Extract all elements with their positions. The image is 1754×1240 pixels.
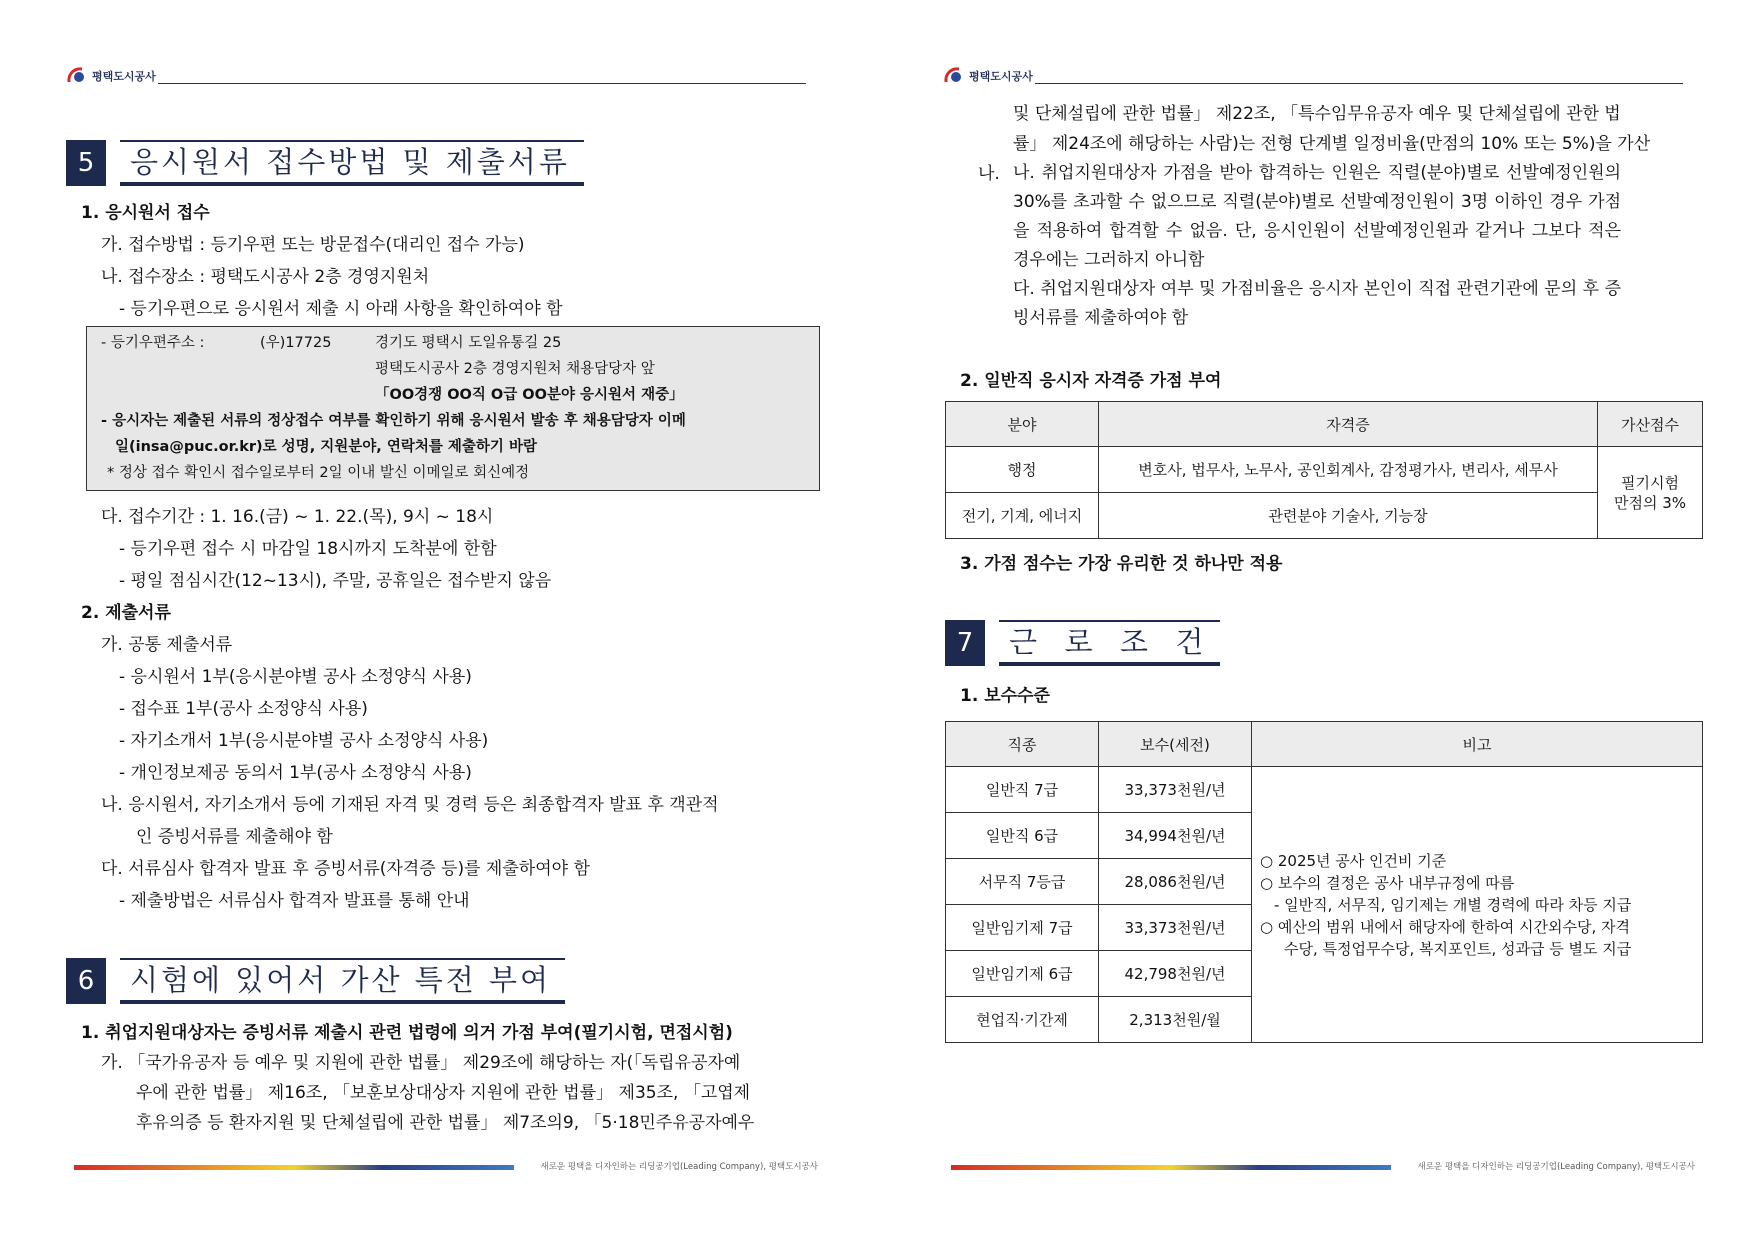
- footer-slogan: 새로운 평택을 디자인하는 리딩공기업(Leading Company), 평택도시공사: [540, 1162, 818, 1172]
- pay-table: [945, 721, 1703, 1043]
- table-header-row: [946, 402, 1703, 447]
- item-6-3: 3. 가점 점수는 가장 유리한 것 하나만 적용: [960, 554, 1283, 574]
- doc-item: - 자기소개서 1부(응시분야별 공사 소정양식 사용): [119, 731, 489, 751]
- reply-note: * 정상 접수 확인시 접수일로부터 2일 이내 발신 이메일로 회신예정: [107, 465, 530, 481]
- col-header: 보수(세전): [1099, 722, 1252, 767]
- section-title: 응시원서 접수방법 및 제출서류: [120, 140, 584, 186]
- item-6-1b: 나. 취업지원대상자 가점을 받아 합격하는 인원은 직렬(분야)별로 선발예정인원의 30%를 초과할 수 없으므로 직렬(분야)별로 선발예정인원이 3명 이하인 경우 가점을 적용하여 합격할 수 없음. 단, 응시인원이 선발예정인원과 같거나 그보다 적은 경우에는 그러하지 아니함: [1013, 163, 1621, 270]
- section-5-heading: [66, 140, 646, 186]
- footer-slogan: 새로운 평택을 디자인하는 리딩공기업(Leading Company), 평택도시공사: [1417, 1162, 1695, 1172]
- bonus-cell: [1598, 447, 1703, 539]
- item-2b-line2: 인 증빙서류를 제출해야 함: [136, 827, 333, 847]
- col-header: 분야: [946, 402, 1099, 447]
- item-1b-sub: - 등기우편으로 응시원서 제출 시 아래 사항을 확인하여야 함: [119, 299, 563, 319]
- table-cell: 일반직 6급: [946, 813, 1099, 859]
- org-name: 평택도시공사: [969, 70, 1033, 83]
- item-1a: 가. 접수방법 : 등기우편 또는 방문접수(대리인 접수 가능): [101, 235, 525, 255]
- item-2b-line1: 나. 응시원서, 자기소개서 등에 기재된 자격 및 경력 등은 최종합격자 발표 후 객관적: [101, 795, 719, 815]
- page-footer: [74, 1160, 818, 1174]
- doc-item: - 접수표 1부(공사 소정양식 사용): [119, 699, 368, 719]
- section-title: 시험에 있어서 가산 특전 부여: [120, 958, 565, 1004]
- table-cell: 일반임기제 6급: [946, 951, 1099, 997]
- item-6-1b-marker: 나.: [978, 164, 1000, 184]
- col-header: 가산점수: [1598, 402, 1703, 447]
- doc-item: - 응시원서 1부(응시분야별 공사 소정양식 사용): [119, 667, 472, 687]
- item-1b: 나. 접수장소 : 평택도시공사 2층 경영지원처: [101, 267, 430, 287]
- item-2c-sub: - 제출방법은 서류심사 합격자 발표를 통해 안내: [119, 891, 470, 911]
- puc-logo-icon: [66, 66, 88, 84]
- mail-envelope-label: 「OO경쟁 OO직 O급 OO분야 응시원서 재중」: [375, 387, 684, 403]
- table-cell: 변호사, 법무사, 노무사, 공인회계사, 감정평가사, 변리사, 세무사: [1099, 447, 1598, 493]
- table-cell: 일반임기제 7급: [946, 905, 1099, 951]
- section-7-heading: [945, 620, 1365, 666]
- table-cell: 33,373천원/년: [1099, 767, 1252, 813]
- pay-note: ○ 예산의 범위 내에서 해당자에 한하여 시간외수당, 자격: [1260, 917, 1631, 936]
- item-1c-sub1: - 등기우편 접수 시 마감일 18시까지 도착분에 한함: [119, 539, 497, 559]
- section-number: 7: [945, 620, 985, 666]
- mail-address-label: - 등기우편주소 :: [101, 335, 205, 351]
- email-instruction-line2: 일(insa@puc.or.kr)로 성명, 지원분야, 연락처를 제출하기 바람: [115, 439, 537, 455]
- table-cell: 33,373천원/년: [1099, 905, 1252, 951]
- table-row: [946, 493, 1703, 539]
- table-cell: 관련분야 기술사, 기능장: [1099, 493, 1598, 539]
- table-cell: 현업직·기간제: [946, 997, 1099, 1043]
- table-cell: 28,086천원/년: [1099, 859, 1252, 905]
- item-2-heading: 2. 제출서류: [81, 603, 171, 623]
- header-rule: [1035, 83, 1683, 84]
- footer-color-bar: [74, 1165, 514, 1170]
- right-page: [877, 0, 1754, 1240]
- mail-address: 경기도 평택시 도일유통길 25: [375, 335, 562, 351]
- item-1c-sub2: - 평일 점심시간(12~13시), 주말, 공휴일은 접수받지 않음: [119, 571, 552, 591]
- pay-note: 수당, 특정업무수당, 복지포인트, 성과급 등 별도 지급: [1284, 939, 1632, 958]
- item-6-1a-line3: 후유의증 등 환자지원 및 단체설립에 관한 법률」 제7조의9, 「5·18민주유공자예우: [136, 1113, 755, 1133]
- table-cell: 일반직 7급: [946, 767, 1099, 813]
- email-instruction-line1: - 응시자는 제출된 서류의 정상접수 여부를 확인하기 위해 응시원서 발송 후 채용담당자 이메: [101, 413, 686, 429]
- item-7-1-heading: 1. 보수수준: [960, 686, 1050, 706]
- puc-logo-icon: [943, 66, 965, 84]
- table-cell: 34,994천원/년: [1099, 813, 1252, 859]
- item-2c: 다. 서류심사 합격자 발표 후 증빙서류(자격증 등)를 제출하여야 함: [101, 859, 590, 879]
- mail-postcode: (우)17725: [260, 335, 332, 351]
- continued-line2: 률」 제24조에 해당하는 사람)는 전형 단계별 일정비율(만점의 10% 또는 5%)을 가산: [1013, 134, 1651, 154]
- page-footer: [951, 1160, 1695, 1174]
- table-header-row: [946, 722, 1703, 767]
- footer-color-bar: [951, 1165, 1391, 1170]
- mail-recipient: 평택도시공사 2층 경영지원처 채용담당자 앞: [375, 361, 655, 377]
- cert-bonus-table: [945, 401, 1703, 539]
- pay-note: - 일반직, 서무직, 임기제는 개별 경력에 따라 차등 지급: [1274, 895, 1632, 914]
- item-6-1-heading: 1. 취업지원대상자는 증빙서류 제출시 관련 법령에 의거 가점 부여(필기시험, 면접시험): [81, 1023, 733, 1043]
- page-header: [66, 64, 806, 86]
- item-2a: 가. 공통 제출서류: [101, 635, 233, 655]
- section-number: 6: [66, 958, 106, 1004]
- item-6-1c: 다. 취업지원대상자 여부 및 가점비율은 응시자 본인이 직접 관련기관에 문의 후 증빙서류를 제출하여야 함: [1013, 279, 1621, 328]
- section-title: 근 로 조 건: [999, 620, 1220, 666]
- col-header: 자격증: [1099, 402, 1598, 447]
- section-number: 5: [66, 140, 106, 186]
- table-cell: 서무직 7등급: [946, 859, 1099, 905]
- pay-note: ○ 2025년 공사 인건비 기준: [1260, 851, 1447, 870]
- bonus-line: 만점의 3%: [1613, 493, 1687, 512]
- item-1c: 다. 접수기간 : 1. 16.(금) ~ 1. 22.(목), 9시 ~ 18시: [101, 507, 494, 527]
- item-6-1a-line1: 가. 「국가유공자 등 예우 및 지원에 관한 법률」 제29조에 해당하는 자(「독립유공자예: [101, 1053, 741, 1073]
- pay-notes-cell: [1252, 767, 1703, 1043]
- section-6-heading: [66, 958, 646, 1004]
- table-cell: 전기, 기계, 에너지: [946, 493, 1099, 539]
- pay-note: ○ 보수의 결정은 공사 내부규정에 따름: [1260, 873, 1515, 892]
- mail-notice-box: [86, 326, 820, 491]
- continued-line1: 및 단체설립에 관한 법률」 제22조, 「특수임무유공자 예우 및 단체설립에 관한 법: [1013, 104, 1621, 124]
- bonus-line: 필기시험: [1621, 473, 1679, 492]
- table-cell: 행정: [946, 447, 1099, 493]
- table-cell: 2,313천원/월: [1099, 997, 1252, 1043]
- header-rule: [158, 83, 806, 84]
- table-cell: 42,798천원/년: [1099, 951, 1252, 997]
- doc-item: - 개인정보제공 동의서 1부(공사 소정양식 사용): [119, 763, 472, 783]
- table-row: [946, 767, 1703, 813]
- col-header: 직종: [946, 722, 1099, 767]
- item-6-1a-line2: 우에 관한 법률」 제16조, 「보훈보상대상자 지원에 관한 법률」 제35조, 「고엽제: [136, 1083, 751, 1103]
- col-header: 비고: [1252, 722, 1703, 767]
- org-name: 평택도시공사: [92, 70, 156, 83]
- item-6-2-heading: 2. 일반직 응시자 자격증 가점 부여: [960, 371, 1222, 391]
- table-row: [946, 447, 1703, 493]
- page-header: [943, 64, 1683, 86]
- item-1-heading: 1. 응시원서 접수: [81, 203, 210, 223]
